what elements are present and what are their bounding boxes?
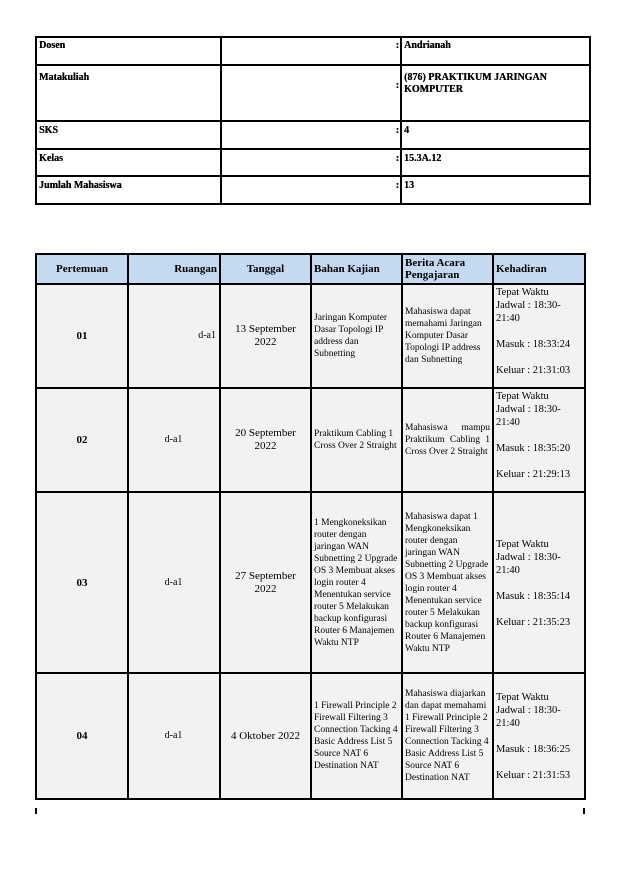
kehadiran-status: Tepat Waktu	[496, 287, 549, 298]
header-tanggal: Tanggal	[220, 254, 311, 284]
berita-acara-cell: Mahasiswa dapat memahami Jaringan Komputer Dasar Topologi IP address dan Subnetting	[402, 284, 493, 388]
tanggal-cell: 4 Oktober 2022	[220, 673, 311, 799]
kehadiran-keluar: Keluar : 21:31:03	[496, 365, 571, 376]
sks-label: SKS	[36, 121, 221, 149]
colon: :	[221, 37, 401, 65]
ruangan-cell: d-a1	[128, 284, 220, 388]
info-row-jumlah-mahasiswa	[36, 176, 590, 204]
header-pertemuan: Pertemuan	[36, 254, 128, 284]
matakuliah-value: (876) PRAKTIKUM JARINGAN KOMPUTER	[401, 65, 590, 121]
schedule-table	[35, 253, 586, 800]
dosen-label: Dosen	[36, 37, 221, 65]
kehadiran-cell	[493, 284, 585, 388]
course-info-table	[35, 36, 591, 205]
table-continuation-line	[583, 808, 585, 814]
kehadiran-jadwal: Jadwal : 18:30-21:40	[496, 551, 561, 576]
table-row	[36, 388, 585, 492]
tanggal-cell: 13 September 2022	[220, 284, 311, 388]
kehadiran-cell	[493, 492, 585, 673]
info-row-sks	[36, 121, 590, 149]
colon: :	[221, 65, 401, 121]
pertemuan-cell: 02	[36, 388, 128, 492]
table-continuation-line	[35, 808, 37, 814]
berita-acara-cell: Mahasiswa diajarkan dan dapat memahami 1 Firewall Principle 2 Firewall Filtering 3 Connection Tacking 4 Basic Address List 5 Source NAT 6 Destination NAT	[402, 673, 493, 799]
info-row-matakuliah	[36, 65, 590, 121]
bahan-kajian-cell: Praktikum Cabling 1 Cross Over 2 Straight	[311, 388, 402, 492]
matakuliah-label: Matakuliah	[36, 65, 221, 121]
bahan-kajian-cell: Jaringan Komputer Dasar Topologi IP address dan Subnetting	[311, 284, 402, 388]
header-kehadiran: Kehadiran	[493, 254, 585, 284]
kelas-label: Kelas	[36, 149, 221, 176]
pertemuan-cell: 03	[36, 492, 128, 673]
ruangan-cell: d-a1	[128, 388, 220, 492]
kehadiran-jadwal: Jadwal : 18:30-21:40	[496, 404, 561, 428]
berita-acara-cell: Mahasiswa mampu Praktikum Cabling 1 Cross Over 2 Straight	[402, 388, 493, 492]
ruangan-cell: d-a1	[128, 673, 220, 799]
bahan-kajian-cell: 1 Mengkoneksikan router dengan jaringan WAN Subnetting 2 Upgrade OS 3 Membuat akses login router 4 Menentukan service router 5 Melakukan backup konfigurasi Router 6 Manajemen Waktu NTP	[311, 492, 402, 673]
kehadiran-status: Tepat Waktu	[496, 538, 549, 550]
dosen-value: Andrianah	[401, 37, 590, 65]
kehadiran-jadwal: Jadwal : 18:30-21:40	[496, 705, 561, 729]
jumlah-mahasiswa-label: Jumlah Mahasiswa	[36, 176, 221, 204]
schedule-header-row	[36, 254, 585, 284]
pertemuan-cell: 04	[36, 673, 128, 799]
kehadiran-keluar: Keluar : 21:29:13	[496, 469, 571, 480]
kehadiran-status: Tepat Waktu	[496, 391, 549, 402]
tanggal-cell: 20 September 2022	[220, 388, 311, 492]
info-row-dosen	[36, 37, 590, 65]
kehadiran-status: Tepat Waktu	[496, 692, 549, 703]
table-row	[36, 284, 585, 388]
header-bahan-kajian: Bahan Kajian	[311, 254, 402, 284]
colon: :	[221, 149, 401, 176]
header-berita-acara: Berita Acara Pengajaran	[402, 254, 493, 284]
berita-acara-cell: Mahasiswa dapat 1 Mengkoneksikan router dengan jaringan WAN Subnetting 2 Upgrade OS 3 Membuat akses login router 4 Menentukan service router 5 Melakukan backup konfigurasi Router 6 Manajemen Waktu NTP	[402, 492, 493, 673]
kehadiran-masuk: Masuk : 18:35:20	[496, 443, 571, 454]
tanggal-cell: 27 September 2022	[220, 492, 311, 673]
sks-value: 4	[401, 121, 590, 149]
kelas-value: 15.3A.12	[401, 149, 590, 176]
jumlah-mahasiswa-value: 13	[401, 176, 590, 204]
pertemuan-cell: 01	[36, 284, 128, 388]
bahan-kajian-cell: 1 Firewall Principle 2 Firewall Filtering 3 Connection Tacking 4 Basic Address List 5 Source NAT 6 Destination NAT	[311, 673, 402, 799]
kehadiran-jadwal: Jadwal : 18:30-21:40	[496, 300, 561, 324]
colon: :	[221, 121, 401, 149]
header-ruangan: Ruangan	[128, 254, 220, 284]
info-row-kelas	[36, 149, 590, 176]
kehadiran-masuk: Masuk : 18:35:14	[496, 590, 571, 602]
kehadiran-masuk: Masuk : 18:36:25	[496, 744, 571, 755]
kehadiran-cell	[493, 388, 585, 492]
kehadiran-keluar: Keluar : 21:35:23	[496, 616, 571, 628]
kehadiran-keluar: Keluar : 21:31:53	[496, 770, 571, 781]
table-row	[36, 673, 585, 799]
kehadiran-cell	[493, 673, 585, 799]
colon: :	[221, 176, 401, 204]
table-row	[36, 492, 585, 673]
kehadiran-masuk: Masuk : 18:33:24	[496, 339, 571, 350]
ruangan-cell: d-a1	[128, 492, 220, 673]
